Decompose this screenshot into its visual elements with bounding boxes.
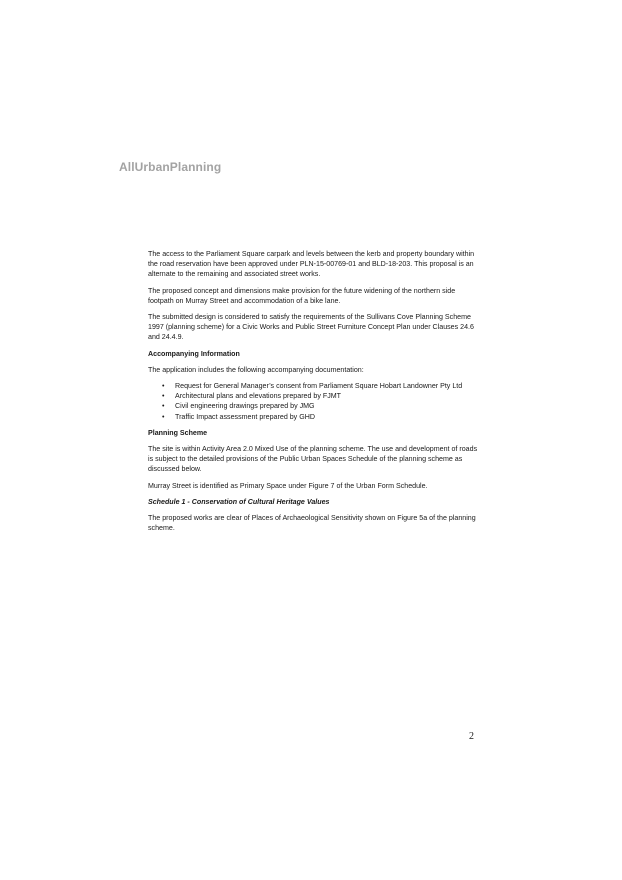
paragraph-murray-street: Murray Street is identified as Primary Space under Figure 7 of the Urban Form Schedule. — [148, 481, 428, 490]
paragraph-activity-area: The site is within Activity Area 2.0 Mixed Use of the planning scheme. The use and development of roads is subject to the detailed provisions of the Public Urban Spaces Schedule of the planning scheme as discussed below. — [148, 445, 478, 474]
list-item: • Civil engineering drawings prepared by JMG — [175, 401, 478, 411]
list-item: • Request for General Manager’s consent from Parliament Square Hobart Landowner Pty Ltd — [175, 381, 478, 391]
paragraph-application-includes: The application includes the following accompanying documentation: — [148, 365, 364, 374]
documentation-list — [148, 381, 478, 422]
heading-planning-scheme: Planning Scheme — [148, 428, 208, 437]
paragraph-archaeological: The proposed works are clear of Places of Archaeological Sensitivity shown on Figure 5a of the planning scheme. — [148, 514, 476, 533]
heading-schedule-1: Schedule 1 - Conservation of Cultural Heritage Values — [148, 497, 330, 506]
paragraph-proposed-concept: The proposed concept and dimensions make provision for the future widening of the northern side footpath on Murray Street and accommodation of a bike lane. — [148, 286, 456, 305]
paragraph-submitted-design: The submitted design is considered to satisfy the requirements of the Sullivans Cove Planning Scheme 1997 (planning scheme) for a Civic Works and Public Street Furniture Concept Plan under Clauses 24.6 and 24.4.9. — [148, 313, 474, 342]
page-number: 2 — [469, 731, 474, 742]
list-item: • Traffic Impact assessment prepared by GHD — [175, 412, 478, 422]
company-logo: AllUrbanPlanning — [119, 160, 222, 174]
paragraph-carpark-access: The access to the Parliament Square carpark and levels between the kerb and property boundary within the road reservation have been approved under PLN-15-00769-01 and BLD-18-203. This proposal is an alternate to the remaining and associated street works. — [148, 250, 475, 279]
heading-accompanying-information: Accompanying Information — [148, 349, 240, 358]
document-body — [148, 249, 478, 539]
list-item: • Architectural plans and elevations prepared by FJMT — [175, 391, 478, 401]
